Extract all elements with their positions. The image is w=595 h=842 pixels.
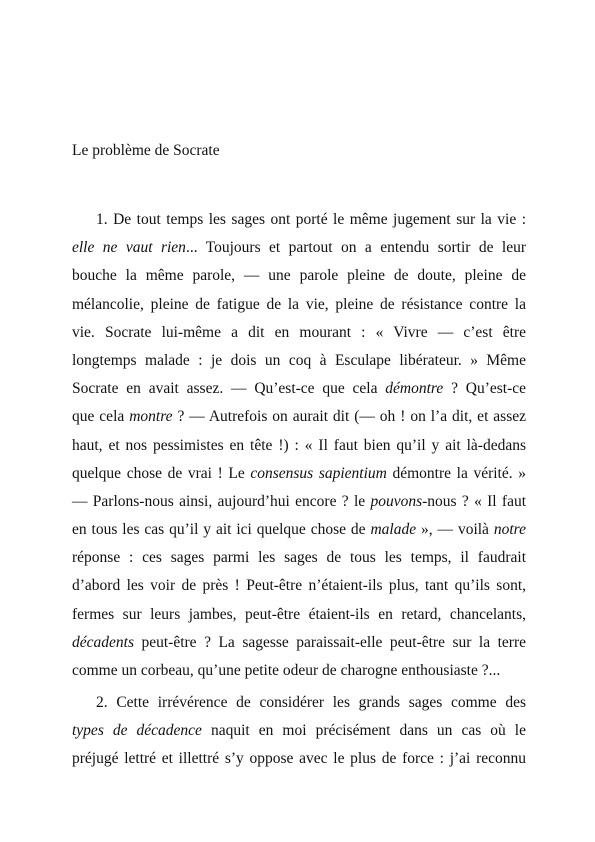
text-run: démontre la vérité. » [386, 464, 526, 482]
text-line [72, 717, 526, 745]
text-line [72, 689, 526, 717]
text-run: que cela [72, 408, 130, 426]
text-line [72, 375, 526, 403]
text-line [72, 460, 526, 488]
text-line [72, 745, 526, 773]
text-run: 2. Cette irrévérence de considérer les grands sages comme des [96, 694, 526, 711]
text-run: -nous ? « Il faut [422, 492, 527, 510]
italic-text: types de décadence [72, 722, 202, 740]
text-run: vie. Socrate lui-même a dit en mourant : « Vivre — c’est être [72, 323, 526, 341]
text-run: mélancolie, pleine de fatigue de la vie, pleine de résistance contre la [72, 295, 526, 313]
text-line [72, 234, 526, 262]
page-title: Le problème de Socrate [72, 142, 220, 159]
text-run: ? — Autrefois on aurait dit (— oh ! on l’a dit, et assez [172, 408, 527, 426]
text-run: ? Qu’est-ce [443, 380, 526, 398]
text-run: — Parlons-nous ainsi, aujourd’hui encore ? le [72, 492, 371, 510]
italic-text: malade [370, 521, 417, 539]
text-line [72, 319, 526, 347]
italic-text: pouvons [370, 492, 423, 510]
text-run: longtemps malade : je dois un coq à Esculape libérateur. » Même [72, 351, 526, 369]
italic-text: consensus sapientium [250, 464, 387, 482]
italic-text: notre [493, 521, 526, 539]
italic-text: elle ne vaut rien [72, 239, 186, 257]
text-line [72, 516, 526, 544]
text-run: comme un corbeau, qu’une petite odeur de charogne enthousiaste ?... [72, 662, 501, 679]
text-run: peut-être ? La sagesse paraissait-elle peut-être sur la terre [133, 633, 526, 651]
text-run: quelque chose de vrai ! Le [72, 464, 251, 482]
italic-text: montre [129, 408, 173, 426]
text-line [72, 657, 526, 685]
text-run: fermes sur leurs jambes, peut-être étaient-ils en retard, chancelants, [72, 605, 526, 623]
text-run: d’abord les voir de près ! Peut-être n’étaient-ils plus, tant qu’ils sont, [72, 577, 526, 595]
text-line [72, 291, 526, 319]
text-line [72, 403, 526, 431]
text-line [72, 432, 526, 460]
text-run: ... Toujours et partout on a entendu sortir de leur [185, 239, 526, 257]
text-run: préjugé lettré et illettré s’y oppose avec le plus de force : j’ai reconnu [72, 750, 526, 768]
text-line [72, 572, 526, 600]
text-run: bouche la même parole, — une parole pleine de doute, pleine de [72, 267, 526, 285]
text-run: naquit en moi précisément dans un cas où le [201, 722, 526, 740]
text-run: haut, et nos pessimistes en tête !) : « Il faut bien qu’il y ait là-dedans [72, 436, 526, 454]
italic-text: démontre [385, 380, 444, 398]
text-run: », — voilà [416, 521, 494, 539]
text-line [72, 488, 526, 516]
text-line [72, 544, 526, 572]
text-line [72, 601, 526, 629]
paragraph-1 [72, 206, 526, 685]
italic-text: décadents [72, 633, 134, 651]
text-line [72, 629, 526, 657]
text-line [72, 347, 526, 375]
text-run: 1. De tout temps les sages ont porté le même jugement sur la vie : [96, 211, 526, 228]
text-line [72, 262, 526, 290]
text-run: Socrate en avait assez. — Qu’est-ce que cela [72, 380, 386, 398]
paragraph-2 [72, 689, 526, 774]
text-run: réponse : ces sages parmi les sages de tous les temps, il faudrait [72, 549, 526, 567]
text-run: en tous les cas qu’il y ait ici quelque chose de [72, 521, 371, 539]
text-line [72, 206, 526, 234]
